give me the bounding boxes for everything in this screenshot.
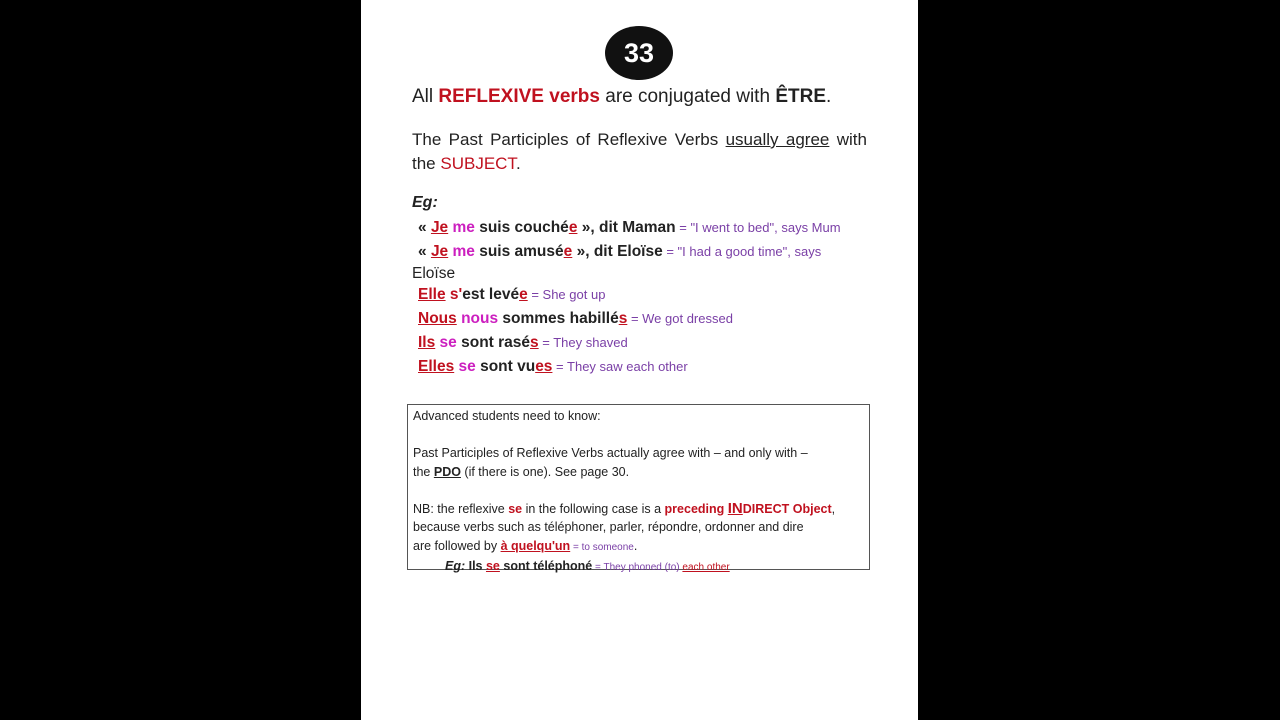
box-text: sont téléphoné xyxy=(499,559,593,573)
example-verb: suis amusé xyxy=(474,243,564,260)
example-translation: = We got dressed xyxy=(627,311,733,326)
box-para1-line2 xyxy=(413,463,864,482)
example-pronoun: se xyxy=(439,334,457,351)
example-subject: Elle xyxy=(418,286,446,303)
example-ending: e xyxy=(563,243,573,260)
example-translation: = They saw each other xyxy=(552,359,688,374)
heading-end: . xyxy=(826,86,832,107)
heading-text-2: are conjugated with xyxy=(599,86,776,107)
box-text: (if there is one). See page 30. xyxy=(460,464,630,479)
example-4 xyxy=(418,310,733,328)
eg-label: Eg: xyxy=(412,194,438,211)
box-text: Ils xyxy=(465,559,486,573)
example-3 xyxy=(418,286,605,304)
example-open: « xyxy=(418,219,431,236)
example-rest: », dit Maman xyxy=(577,219,676,236)
example-translation: = "I had a good time", says xyxy=(662,244,822,259)
example-open: « xyxy=(418,243,431,260)
box-quelquun: à quelqu'un xyxy=(500,538,571,553)
box-eg-translation: = They phoned (to) xyxy=(592,562,683,573)
example-translation: = She got up xyxy=(527,287,606,302)
example-subject: Je xyxy=(430,243,449,260)
example-pronoun: nous xyxy=(461,310,499,327)
advanced-students-box xyxy=(407,404,870,573)
rule-underlined: usually agree xyxy=(725,130,830,149)
example-verb: sont vu xyxy=(475,358,536,375)
box-nb-line3 xyxy=(413,537,864,558)
example-verb: sont rasé xyxy=(456,334,531,351)
example-6 xyxy=(418,358,688,376)
example-ending: e xyxy=(568,219,578,236)
example-ending: s xyxy=(530,334,539,351)
example-2 xyxy=(418,243,821,261)
box-eg-se: se xyxy=(485,559,500,573)
example-ending: s xyxy=(618,310,628,327)
box-para1-line1: Past Participles of Reflexive Verbs actually agree with – and only with – xyxy=(413,446,808,460)
example-rest: », dit Eloïse xyxy=(572,243,663,260)
heading-text: All xyxy=(412,86,439,107)
example-pronoun: me xyxy=(452,219,475,236)
example-subject: Ils xyxy=(418,334,436,351)
box-spacer xyxy=(413,426,864,445)
rule-paragraph xyxy=(412,128,867,176)
box-example xyxy=(413,557,864,578)
rule-subject: SUBJECT xyxy=(440,154,516,173)
box-nb-line2: because verbs such as téléphoner, parler, répondre, ordonner and dire xyxy=(413,520,804,534)
example-pronoun: s' xyxy=(449,286,463,303)
box-text: in the following case is a xyxy=(522,501,665,516)
example-subject: Je xyxy=(430,219,449,236)
box-text: are followed by xyxy=(413,538,501,553)
rule-end: . xyxy=(515,154,521,173)
box-preceding: preceding xyxy=(664,501,728,516)
example-5 xyxy=(418,334,628,352)
heading-etre: ÊTRE xyxy=(775,86,826,107)
example-pronoun: se xyxy=(458,358,476,375)
box-nb-line1 xyxy=(413,500,864,519)
box-text: , xyxy=(831,501,836,516)
example-2-translation-cont: Eloïse xyxy=(412,265,456,282)
box-pdo: PDO xyxy=(433,464,461,479)
example-subject: Nous xyxy=(418,310,457,327)
box-text: . xyxy=(633,538,638,553)
example-verb: sommes habillé xyxy=(498,310,619,327)
box-text: NB: the reflexive xyxy=(413,501,509,516)
example-translation: = They shaved xyxy=(538,335,628,350)
box-title: Advanced students need to know: xyxy=(413,409,601,423)
example-translation: = "I went to bed", says Mum xyxy=(675,220,841,235)
box-se: se xyxy=(508,501,523,516)
example-pronoun: me xyxy=(452,243,475,260)
example-ending: es xyxy=(535,358,553,375)
example-subject: Elles xyxy=(418,358,455,375)
page-number-badge: 33 xyxy=(605,26,673,80)
box-text: the xyxy=(413,464,434,479)
example-1 xyxy=(418,219,841,237)
box-to-someone: = to someone xyxy=(570,541,634,553)
rule-text-2: with the xyxy=(412,130,867,173)
box-in: IN xyxy=(727,499,743,517)
example-ending: e xyxy=(519,286,528,303)
box-eg-each-other: each other xyxy=(682,562,730,573)
heading xyxy=(412,86,867,108)
heading-highlight: REFLEXIVE verbs xyxy=(438,86,600,107)
box-eg-label: Eg: xyxy=(445,559,466,573)
box-spacer xyxy=(413,481,864,500)
example-verb: suis couché xyxy=(474,219,569,236)
document-page xyxy=(361,0,918,720)
rule-text: The Past Participles of Reflexive Verbs xyxy=(412,130,726,149)
box-direct-object: DIRECT Object xyxy=(742,501,832,516)
example-verb: est levé xyxy=(462,286,520,303)
